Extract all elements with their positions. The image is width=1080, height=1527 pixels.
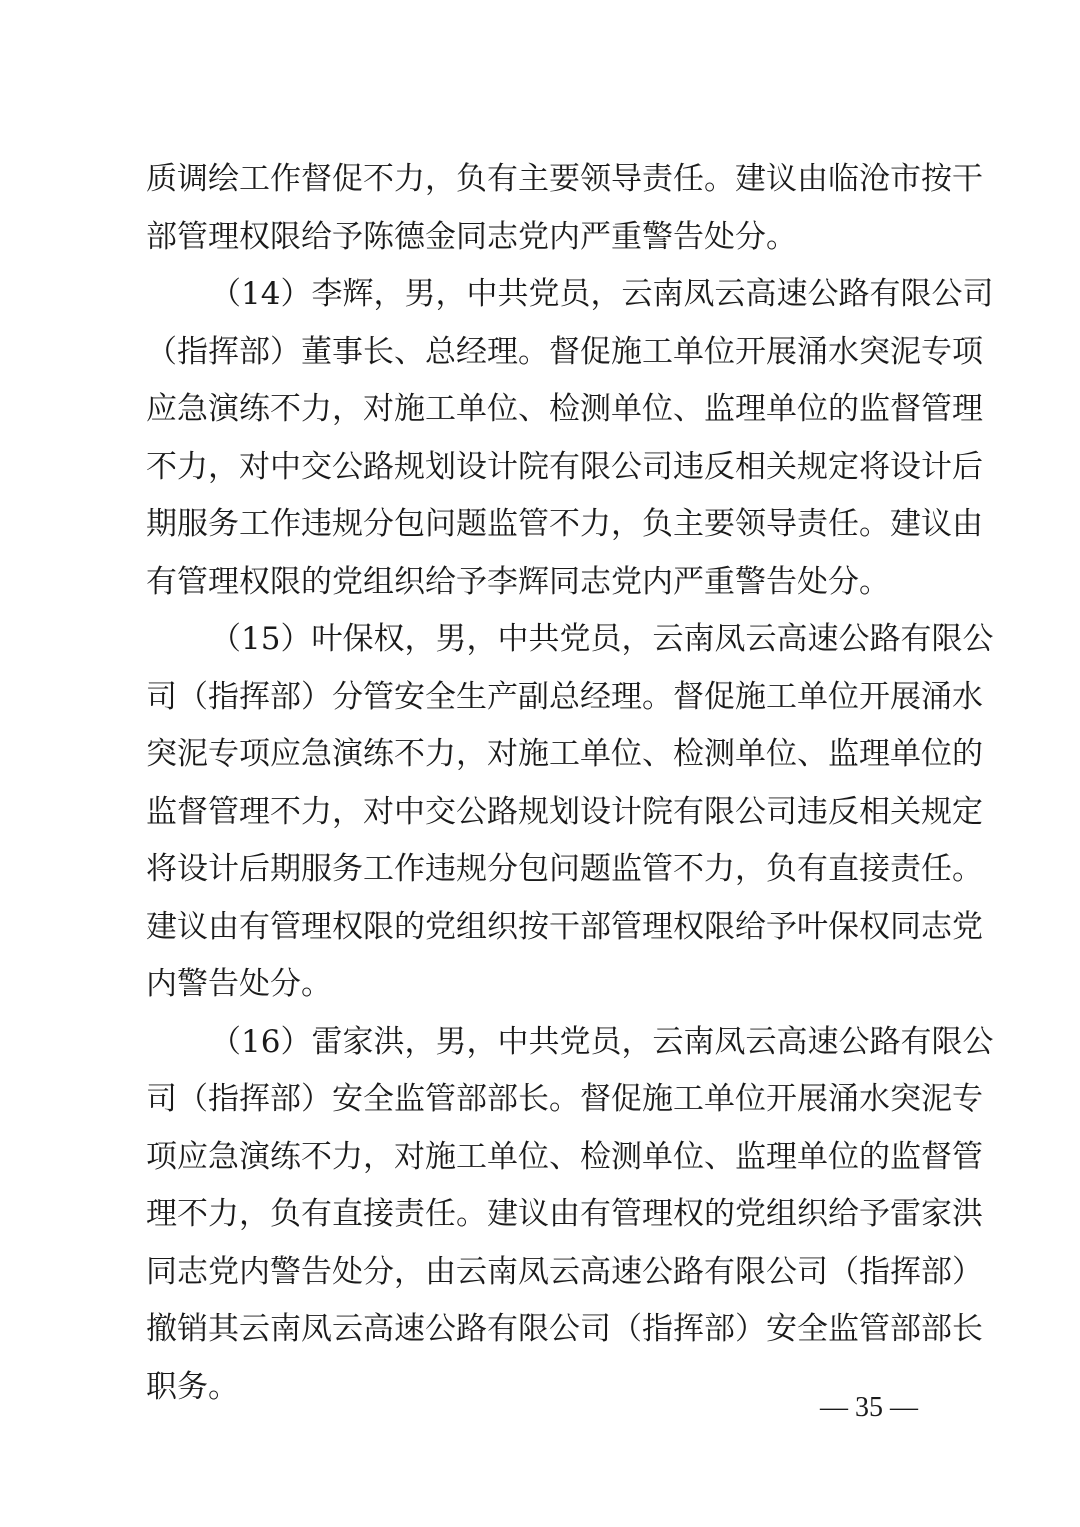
- text-line: （指挥部）董事长、总经理。督促施工单位开展涌水突泥专项: [146, 333, 983, 370]
- text-line: 司（指挥部）安全监管部部长。督促施工单位开展涌水突泥专: [146, 1081, 983, 1117]
- text-line: 撤销其云南凤云高速公路有限公司（指挥部）安全监管部部长: [146, 1311, 983, 1347]
- text-line: （15）叶保权，男，中共党员，云南凤云高速公路有限公: [210, 621, 994, 657]
- text-line: 职务。: [146, 1368, 239, 1405]
- text-line: 项应急演练不力，对施工单位、检测单位、监理单位的监督管: [146, 1138, 983, 1175]
- text-line: 应急演练不力，对施工单位、检测单位、监理单位的监督管理: [146, 391, 983, 427]
- text-line: 内警告处分。: [146, 966, 332, 1002]
- page-number: — 35 —: [820, 1392, 918, 1423]
- text-line: 司（指挥部）分管安全生产副总经理。督促施工单位开展涌水: [146, 678, 983, 715]
- text-line: 理不力，负有直接责任。建议由有管理权的党组织给予雷家洪: [146, 1196, 983, 1232]
- text-line: 部管理权限给予陈德金同志党内严重警告处分。: [146, 218, 797, 255]
- text-line: 建议由有管理权限的党组织按干部管理权限给予叶保权同志党: [146, 908, 983, 945]
- text-line: （14）李辉，男，中共党员，云南凤云高速公路有限公司: [210, 276, 994, 312]
- text-line: （16）雷家洪，男，中共党员，云南凤云高速公路有限公: [210, 1023, 994, 1060]
- text-line: 不力，对中交公路规划设计院有限公司违反相关规定将设计后: [146, 448, 983, 485]
- text-line: 期服务工作违规分包问题监管不力，负主要领导责任。建议由: [146, 506, 983, 542]
- text-line: 监督管理不力，对中交公路规划设计院有限公司违反相关规定: [146, 793, 983, 830]
- document-body: [146, 151, 994, 1416]
- text-line: 质调绘工作督促不力，负有主要领导责任。建议由临沧市按干: [146, 161, 983, 197]
- text-line: 同志党内警告处分，由云南凤云高速公路有限公司（指挥部）: [146, 1253, 983, 1290]
- text-line: 突泥专项应急演练不力，对施工单位、检测单位、监理单位的: [146, 736, 983, 772]
- text-line: 将设计后期服务工作违规分包问题监管不力，负有直接责任。: [146, 851, 983, 887]
- text-line: 有管理权限的党组织给予李辉同志党内严重警告处分。: [146, 563, 890, 600]
